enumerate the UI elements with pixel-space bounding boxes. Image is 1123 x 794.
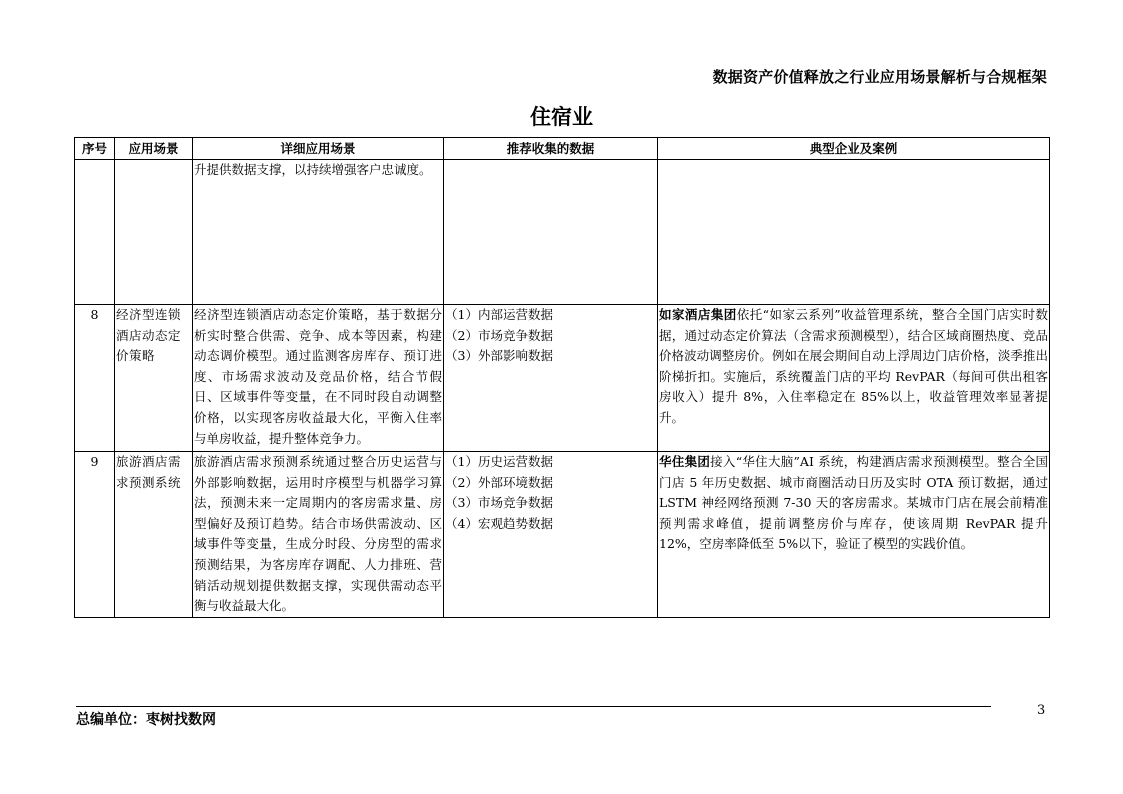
row-data-list <box>444 452 658 618</box>
row-detail: 升提供数据支撑，以持续增强客户忠诚度。 <box>193 160 444 305</box>
page-title: 住宿业 <box>530 105 593 129</box>
row-index: 9 <box>75 452 115 618</box>
data-item: （2）外部环境数据 <box>445 474 553 490</box>
row-detail: 旅游酒店需求预测系统通过整合历史运营与外部影响数据，运用时序模型与机器学习算法，预测未来一定周期内的客房需求量、房型偏好及预订趋势。结合市场供需波动、区域事件等变量，生成分时段、分房型的需求预测结果，为客房库存调配、人力排班、营销活动规划提供数据支撑，实现供需动态平衡与收益最大化。 <box>193 452 444 618</box>
case-description: 接入“华住大脑”AI 系统，构建酒店需求预测模型。整合全国门店 5 年历史数据、城市商圈活动日历及实时 OTA 预订数据，通过 LSTM 神经网络预测 7-30 天的客房需求。某城市门店在展会前精准预判需求峰值，提前调整房价与库存，使该周期 RevPAR 提升 12%，空房率降低至 5%以下，验证了模型的实践价值。 <box>659 454 1048 552</box>
data-item: （3）市场竞争数据 <box>445 495 553 511</box>
data-item: （1）内部运营数据 <box>445 307 553 322</box>
data-item: （1）历史运营数据 <box>445 454 553 469</box>
footer-divider <box>76 706 991 707</box>
row-index: 8 <box>75 305 115 452</box>
column-header-index: 序号 <box>75 138 115 160</box>
case-description: 依托“如家云系列”收益管理系统，整合全国门店实时数据，通过动态定价算法（含需求预测模型），结合区域商圈热度、竞品价格波动调整房价。例如在展会期间自动上浮周边门店价格，淡季推出阶梯折扣。实施后，系统覆盖门店的平均 RevPAR（每间可供出租客房收入）提升 8%，入住率稳定在 85%以上，收益管理效率显著提升。 <box>659 307 1048 425</box>
running-header-title: 数据资产价值释放之行业应用场景解析与合规框架 <box>712 68 1047 86</box>
row-scenario: 经济型连锁酒店动态定价策略 <box>115 305 193 452</box>
table-row <box>75 305 1050 452</box>
row-scenario <box>115 160 193 305</box>
column-header-detail: 详细应用场景 <box>193 138 444 160</box>
data-item: （4）宏观趋势数据 <box>445 515 553 531</box>
column-header-case: 典型企业及案例 <box>658 138 1050 160</box>
table-row <box>75 452 1050 618</box>
case-company-name: 华住集团 <box>659 454 711 469</box>
row-scenario: 旅游酒店需求预测系统 <box>115 452 193 618</box>
table-header-row <box>75 138 1050 160</box>
row-case <box>658 452 1050 618</box>
row-index <box>75 160 115 305</box>
footer-editorial-unit: 总编单位：枣树找数网 <box>76 712 216 728</box>
row-data-list <box>444 160 658 305</box>
page-number: 3 <box>1037 703 1046 718</box>
row-case <box>658 160 1050 305</box>
data-item: （2）市场竞争数据 <box>445 327 553 343</box>
industry-scenario-table <box>74 137 1050 618</box>
column-header-scenario: 应用场景 <box>115 138 193 160</box>
data-item: （3）外部影响数据 <box>445 348 553 364</box>
row-case <box>658 305 1050 452</box>
row-data-list <box>444 305 658 452</box>
column-header-data: 推荐收集的数据 <box>444 138 658 160</box>
case-company-name: 如家酒店集团 <box>659 307 737 322</box>
table-row <box>75 160 1050 305</box>
row-detail: 经济型连锁酒店动态定价策略，基于数据分析实时整合供需、竞争、成本等因素，构建动态调价模型。通过监测客房库存、预订进度、市场需求波动及竞品价格，结合节假日、区域事件等变量，在不同时段自动调整价格，以实现客房收益最大化，平衡入住率与单房收益，提升整体竞争力。 <box>193 305 444 452</box>
